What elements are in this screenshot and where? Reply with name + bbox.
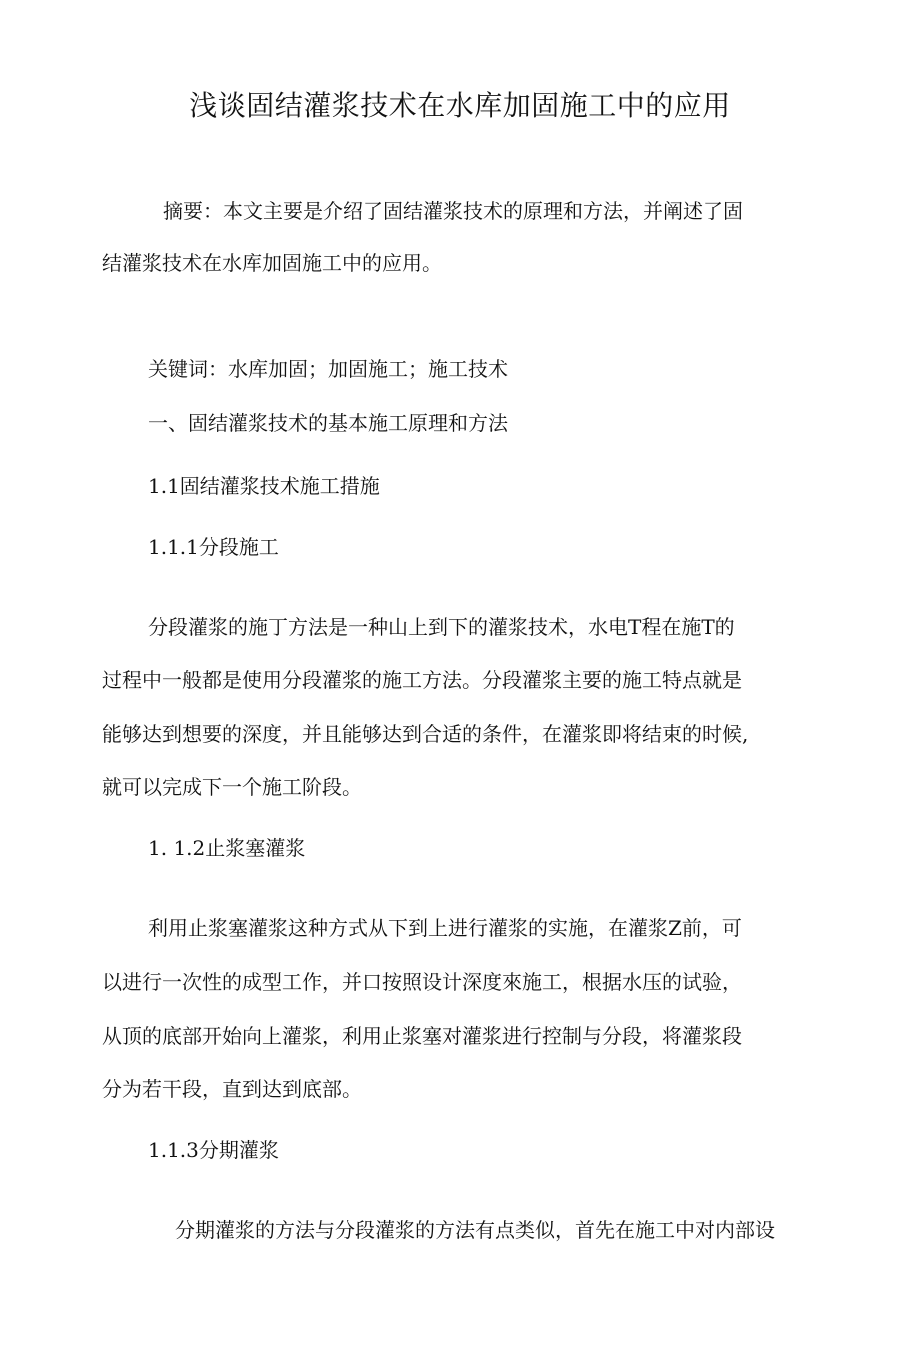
abstract-line-1: 摘要：本文主要是介绍了固结灌浆技术的原理和方法，并阐述了固 (163, 199, 743, 223)
para-1-1-1-line-2: 过程中一般都是使用分段灌浆的施工方法。分段灌浆主要的施工特点就是 (102, 668, 742, 692)
para-1-1-1-line-3: 能够达到想要的深度，并且能够达到合适的条件，在灌浆即将结束的时候, (102, 722, 749, 746)
keywords: 关键词：水库加固；加固施工；施工技术 (148, 357, 508, 381)
para-1-1-1-line-4: 就可以完成下一个施工阶段。 (102, 775, 362, 799)
para-1-1-2-line-4: 分为若干段，直到达到底部。 (102, 1077, 362, 1101)
para-1-1-2-line-2: 以进行一次性的成型工作，并口按照设计深度來施工，根据水压的试验， (102, 970, 742, 994)
document-title: 浅谈固结灌浆技术在水库加固施工中的应用 (189, 89, 731, 122)
para-1-1-2-line-1: 利用止浆塞灌浆这种方式从下到上进行灌浆的实施，在灌浆Z前，可 (148, 916, 742, 940)
subsection-1-1-3-heading: 1.1.3分期灌浆 (148, 1138, 279, 1162)
subsection-1-1-2-heading: 1. 1.2止浆塞灌浆 (148, 836, 306, 860)
para-1-1-2-line-3: 从顶的底部开始向上灌浆，利用止浆塞对灌浆进行控制与分段，将灌浆段 (102, 1024, 742, 1048)
section-1-heading: 一、固结灌浆技术的基本施工原理和方法 (148, 411, 508, 435)
abstract-line-2: 结灌浆技术在水库加固施工中的应用。 (102, 251, 442, 275)
subsection-1-1-heading: 1.1固结灌浆技术施工措施 (148, 474, 380, 498)
subsection-1-1-1-heading: 1.1.1分段施工 (148, 535, 279, 559)
para-1-1-3-line-1: 分期灌浆的方法与分段灌浆的方法有点类似，首先在施工中对内部设 (175, 1218, 775, 1242)
para-1-1-1-line-1: 分段灌浆的施丁方法是一种山上到下的灌浆技术，水电T程在施T的 (148, 615, 735, 639)
